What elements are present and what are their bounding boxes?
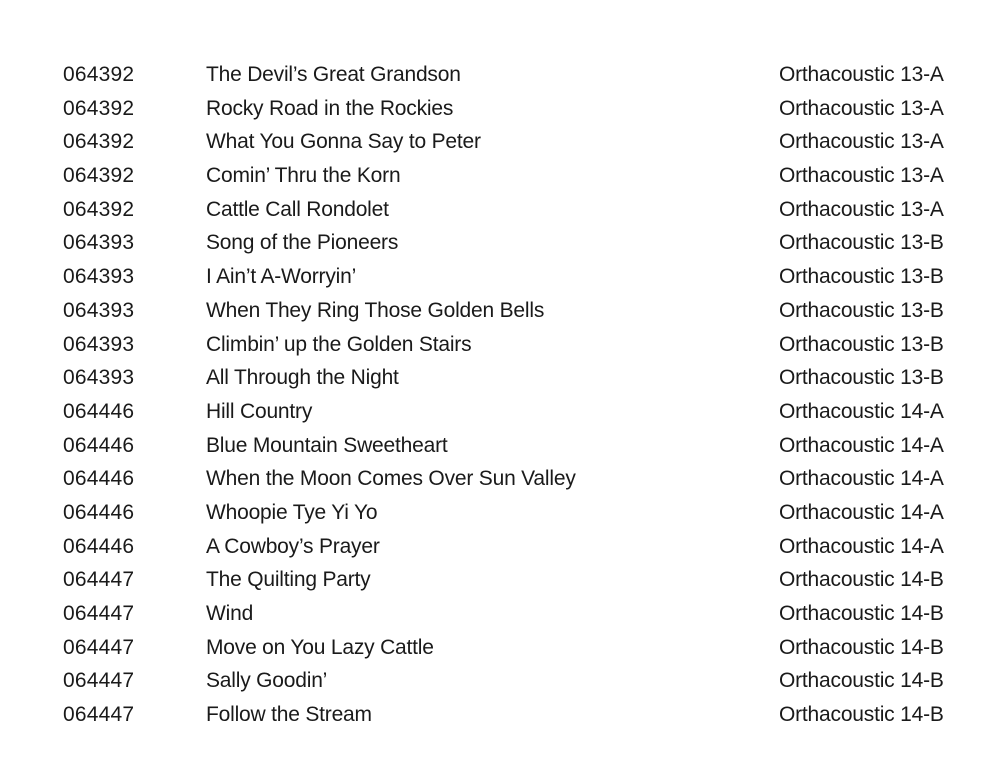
song-title: All Through the Night xyxy=(206,366,399,390)
song-title: I Ain’t A-Worryin’ xyxy=(206,265,357,289)
list-item xyxy=(63,664,953,698)
disc-label: Orthacoustic 13-A xyxy=(779,164,944,188)
song-title: Wind xyxy=(206,602,254,625)
song-title: When the Moon Comes Over Sun Valley xyxy=(206,467,576,491)
disc-label: Orthacoustic 14-B xyxy=(779,703,944,727)
disc-label: Orthacoustic 14-A xyxy=(779,534,944,558)
list-item xyxy=(63,563,953,597)
disc-label: Orthacoustic 13-A xyxy=(779,197,944,221)
matrix-number: 064446 xyxy=(63,467,135,491)
disc-label: Orthacoustic 13-B xyxy=(779,231,944,255)
song-title: Rocky Road in the Rockies xyxy=(206,96,454,120)
matrix-number: 064447 xyxy=(63,635,135,659)
matrix-number: 064392 xyxy=(63,130,135,154)
song-title: Climbin’ up the Golden Stairs xyxy=(206,332,472,356)
list-item xyxy=(63,226,953,260)
matrix-number: 064393 xyxy=(63,332,135,356)
matrix-number: 064447 xyxy=(63,568,135,592)
disc-label: Orthacoustic 13-B xyxy=(779,265,944,289)
song-title: Comin’ Thru the Korn xyxy=(206,164,401,188)
song-title: Song of the Pioneers xyxy=(206,231,399,255)
song-title: Hill Country xyxy=(206,399,313,423)
disc-label: Orthacoustic 14-B xyxy=(779,602,944,625)
disc-label: Orthacoustic 14-B xyxy=(779,669,944,693)
matrix-number: 064446 xyxy=(63,534,135,558)
matrix-number: 064393 xyxy=(63,366,135,390)
list-item xyxy=(63,193,953,227)
disc-label: Orthacoustic 14-A xyxy=(779,500,944,524)
matrix-number: 064393 xyxy=(63,265,135,289)
disc-label: Orthacoustic 13-B xyxy=(779,332,944,356)
list-item xyxy=(63,328,953,362)
list-item xyxy=(63,631,953,665)
matrix-number: 064392 xyxy=(63,164,135,188)
list-item xyxy=(63,429,953,463)
matrix-number: 064447 xyxy=(63,703,135,727)
list-item xyxy=(63,125,953,159)
list-item xyxy=(63,530,953,564)
list-item xyxy=(63,698,953,732)
disc-label: Orthacoustic 13-A xyxy=(779,96,944,120)
song-title: Sally Goodin’ xyxy=(206,669,328,693)
matrix-number: 064446 xyxy=(63,399,135,423)
song-title: A Cowboy’s Prayer xyxy=(206,534,380,558)
matrix-number: 064392 xyxy=(63,63,135,86)
list-item xyxy=(63,58,953,92)
disc-label: Orthacoustic 13-B xyxy=(779,366,944,390)
disc-label: Orthacoustic 14-A xyxy=(779,467,944,491)
disc-label: Orthacoustic 14-B xyxy=(779,635,944,659)
song-title: The Quilting Party xyxy=(206,568,371,592)
list-item xyxy=(63,260,953,294)
recording-list xyxy=(63,58,953,732)
matrix-number: 064393 xyxy=(63,298,135,322)
disc-label: Orthacoustic 13-A xyxy=(779,63,944,86)
matrix-number: 064393 xyxy=(63,231,135,255)
list-item xyxy=(63,159,953,193)
list-item xyxy=(63,462,953,496)
list-item xyxy=(63,361,953,395)
disc-label: Orthacoustic 14-A xyxy=(779,399,944,423)
list-item xyxy=(63,92,953,126)
matrix-number: 064446 xyxy=(63,433,135,457)
disc-label: Orthacoustic 13-A xyxy=(779,130,944,154)
disc-label: Orthacoustic 14-B xyxy=(779,568,944,592)
disc-label: Orthacoustic 13-B xyxy=(779,298,944,322)
song-title: When They Ring Those Golden Bells xyxy=(206,298,545,322)
matrix-number: 064446 xyxy=(63,500,135,524)
song-title: Move on You Lazy Cattle xyxy=(206,635,434,659)
list-item xyxy=(63,597,953,631)
matrix-number: 064392 xyxy=(63,96,135,120)
song-title: What You Gonna Say to Peter xyxy=(206,130,481,154)
song-title: Cattle Call Rondolet xyxy=(206,197,389,221)
list-item xyxy=(63,294,953,328)
song-title: Blue Mountain Sweetheart xyxy=(206,433,448,457)
matrix-number: 064392 xyxy=(63,197,135,221)
disc-label: Orthacoustic 14-A xyxy=(779,433,944,457)
list-item xyxy=(63,395,953,429)
song-title: Follow the Stream xyxy=(206,703,372,727)
list-item xyxy=(63,496,953,530)
song-title: The Devil’s Great Grandson xyxy=(206,63,461,86)
song-title: Whoopie Tye Yi Yo xyxy=(206,500,378,524)
matrix-number: 064447 xyxy=(63,602,135,625)
matrix-number: 064447 xyxy=(63,669,135,693)
